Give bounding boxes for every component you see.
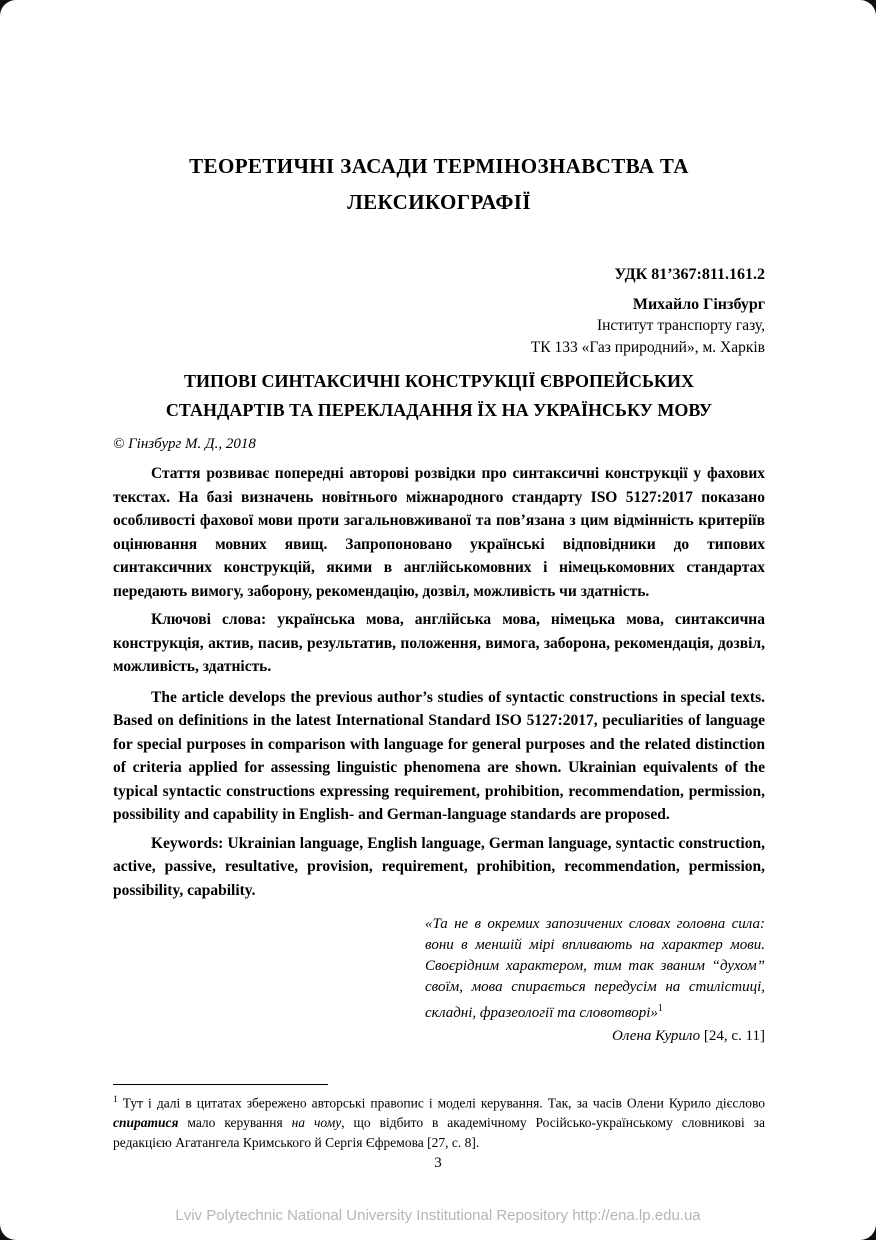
section-heading-line2: ЛЕКСИКОГРАФІЇ <box>347 190 531 214</box>
footnote-text <box>113 1091 765 1152</box>
footnote-segment-1: Тут і далі в цитатах збережено авторські правопис і моделі керування. Так, за часів Олени Курило дієслово <box>117 1095 765 1111</box>
epigraph-text: «Та не в окремих запозичених словах головна сила: вони в меншій мірі впливають на характер мови. Своєрідним характером, тим так званим “духом” своїм, мова спирається передусім на стилістиці, складні, фразеології та словотворі» <box>425 916 765 1021</box>
page-number: 3 <box>434 1155 442 1171</box>
abstract-ukrainian: Стаття розвиває попередні авторові розвідки про синтаксичні конструкції у фахових текстах. На базі визначень новітнього міжнародного стандарту ISO 5127:2017 показано особливості фахової мови проти загальновживаної та пов’язана з цим відмінність критеріїв оцінювання мовних явищ. Запропоновано українські відповідники до типових синтаксичних конструкцій, якими в англійськомовних і німецькомовних стандартах передають вимогу, заборону, рекомендацію, дозвіл, можливість чи здатність. <box>113 465 765 600</box>
section-heading <box>113 148 765 220</box>
repository-footer: Lviv Polytechnic National University Institutional Repository http://ena.lp.edu.ua <box>175 1207 701 1224</box>
footnote-phrase: на чому <box>291 1115 342 1130</box>
footnote-segment-3: , що відбито в академічному Російсько-українському словникові за редакцією Агатангела Кримського й Сергія Єфремова [27, с. 8]. <box>113 1115 766 1150</box>
udc-code: УДК 81’367:811.161.2 <box>614 266 765 283</box>
epigraph-attribution-citation: [24, с. 11] <box>700 1028 765 1044</box>
affiliation-line-2: ТК 133 «Газ природний», м. Харків <box>530 338 765 356</box>
epigraph-quote <box>425 914 765 1024</box>
article-title-line1: ТИПОВІ СИНТАКСИЧНІ КОНСТРУКЦІЇ ЄВРОПЕЙСЬКИХ <box>184 371 694 391</box>
epigraph-attribution <box>425 1026 765 1047</box>
footnote-segment-2: мало керування <box>178 1115 292 1130</box>
epigraph-attribution-name: Олена Курило <box>612 1028 701 1044</box>
author-name: Михайло Гінзбург <box>632 296 765 313</box>
article-title-line2: СТАНДАРТІВ ТА ПЕРЕКЛАДАННЯ ЇХ НА УКРАЇНСЬКУ МОВУ <box>165 400 713 420</box>
epigraph-footnote-ref: 1 <box>657 1003 663 1014</box>
footnote-term: спиратися <box>113 1115 179 1130</box>
footnote-marker: 1 <box>113 1095 118 1105</box>
abstract-english: The article develops the previous author’s studies of syntactic constructions in special texts. Based on definitions in the latest International Standard ISO 5127:2017, peculiarities of language for special purposes in comparison with language for general purposes and the related distinction of criteria applied for assessing linguistic phenomena are shown. Ukrainian equivalents of the typical syntactic constructions expressing requirement, prohibition, recommendation, permission, possibility and capability in English- and German-language standards are proposed. <box>113 688 765 823</box>
footnote-divider <box>113 1084 328 1085</box>
footnote-block <box>113 1084 765 1152</box>
affiliation-line-1: Інститут транспорту газу, <box>596 317 765 334</box>
section-heading-line1: ТЕОРЕТИЧНІ ЗАСАДИ ТЕРМІНОЗНАВСТВА ТА <box>189 154 689 178</box>
keywords-ukrainian: Ключові слова: українська мова, англійська мова, німецька мова, синтаксична конструкція, актив, пасив, результатив, положення, вимога, заборона, рекомендація, дозвіл, можливість, здатність. <box>113 611 765 675</box>
copyright-line: © Гінзбург М. Д., 2018 <box>113 436 256 452</box>
keywords-english: Keywords: Ukrainian language, English language, German language, syntactic construction, active, passive, resultative, provision, requirement, prohibition, recommendation, permission, possibility, capability. <box>113 834 765 899</box>
article-title <box>113 367 765 425</box>
